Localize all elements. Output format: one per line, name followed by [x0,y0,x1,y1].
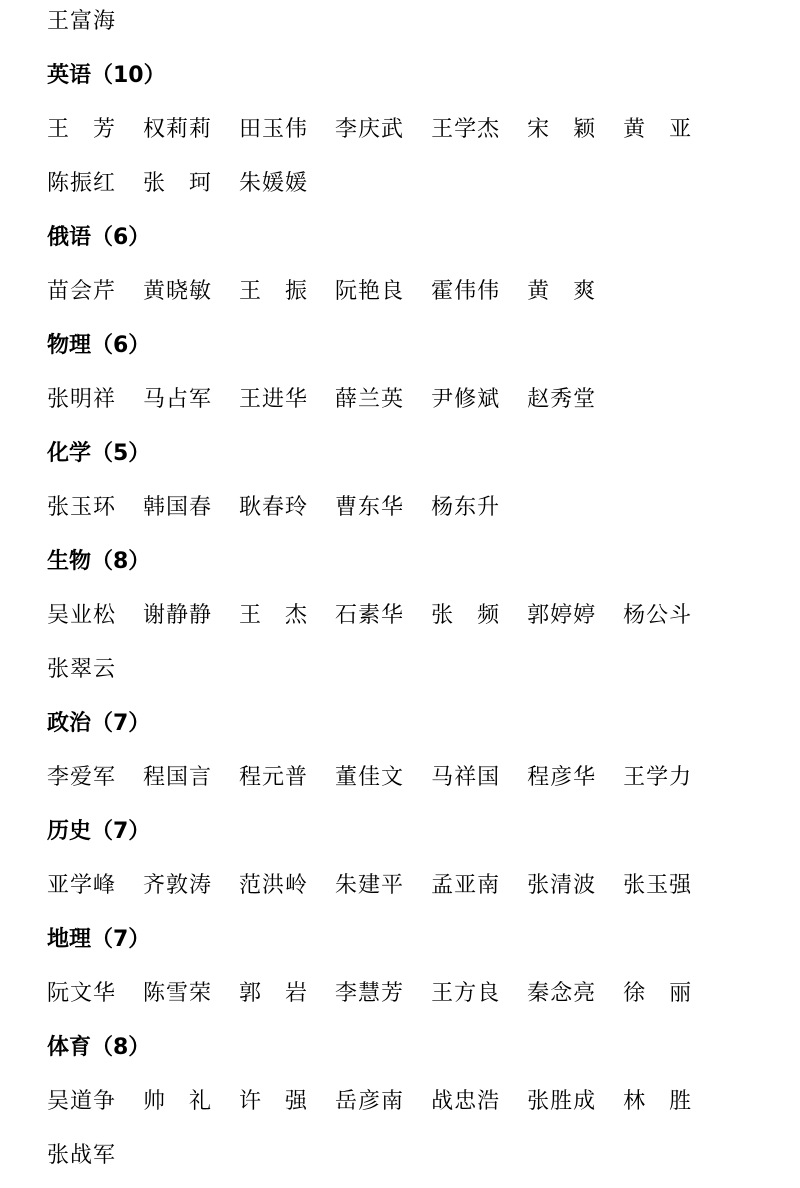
name-row [47,864,767,918]
person-name: 曹东华 [335,495,405,520]
person-name: 李爱军 [47,765,117,790]
person-name: 张明祥 [47,387,117,412]
person-name: 吴道争 [47,1089,117,1114]
person-name: 王学力 [623,765,693,790]
person-name: 黄 亚 [623,117,693,142]
person-name: 张玉环 [47,495,117,520]
name-row [47,972,767,1026]
person-name: 王学杰 [431,117,501,142]
name-row [47,1080,767,1134]
person-name: 亚学峰 [47,873,117,898]
person-name: 韩国春 [143,495,213,520]
name-row [47,1134,767,1188]
person-name: 耿春玲 [239,495,309,520]
person-name: 王 振 [239,279,309,304]
person-name: 薛兰英 [335,387,405,412]
person-name: 阮艳良 [335,279,405,304]
name-row [47,378,767,432]
person-name: 朱建平 [335,873,405,898]
person-name: 权莉莉 [143,117,213,142]
person-name: 郭 岩 [239,981,309,1006]
person-name: 范洪岭 [239,873,309,898]
subject-heading: 物理（6） [47,333,151,358]
person-name: 黄晓敏 [143,279,213,304]
person-name: 董佳文 [335,765,405,790]
person-name: 尹修斌 [431,387,501,412]
person-name: 阮文华 [47,981,117,1006]
person-name: 马占军 [143,387,213,412]
person-name: 程彦华 [527,765,597,790]
subject-heading: 生物（8） [47,549,151,574]
person-name: 谢静静 [143,603,213,628]
person-name: 王 杰 [239,603,309,628]
person-name: 张 频 [431,603,501,628]
person-name: 张清波 [527,873,597,898]
subject-heading: 化学（5） [47,441,151,466]
subject-heading: 英语（10） [47,63,166,88]
person-name: 许 强 [239,1089,309,1114]
person-name: 石素华 [335,603,405,628]
person-name: 张战军 [47,1143,117,1168]
subject-heading: 俄语（6） [47,225,151,250]
name-row [47,108,767,162]
person-name: 林 胜 [623,1089,693,1114]
person-name: 杨东升 [431,495,501,520]
person-name: 朱媛媛 [239,171,309,196]
person-name: 岳彦南 [335,1089,405,1114]
person-name: 赵秀堂 [527,387,597,412]
person-name: 程国言 [143,765,213,790]
person-name: 程元普 [239,765,309,790]
subject-heading: 政治（7） [47,711,151,736]
person-name: 陈振红 [47,171,117,196]
person-name: 霍伟伟 [431,279,501,304]
person-name: 郭婷婷 [527,603,597,628]
person-name: 孟亚南 [431,873,501,898]
person-name: 张玉强 [623,873,693,898]
person-name: 秦念亮 [527,981,597,1006]
person-name: 张翠云 [47,657,117,682]
name-row [47,486,767,540]
person-name: 帅 礼 [143,1089,213,1114]
person-name: 齐敦涛 [143,873,213,898]
person-name: 宋 颖 [527,117,597,142]
person-name: 黄 爽 [527,279,597,304]
person-name: 徐 丽 [623,981,693,1006]
person-name: 李慧芳 [335,981,405,1006]
person-name: 战忠浩 [431,1089,501,1114]
person-name: 王 芳 [47,117,117,142]
person-name: 张胜成 [527,1089,597,1114]
name-row [47,0,767,54]
name-list-document [47,0,767,1188]
person-name: 王进华 [239,387,309,412]
person-name: 杨公斗 [623,603,693,628]
person-name: 马祥国 [431,765,501,790]
name-row [47,270,767,324]
person-name: 李庆武 [335,117,405,142]
name-row [47,756,767,810]
subject-heading: 体育（8） [47,1035,151,1060]
person-name: 陈雪荣 [143,981,213,1006]
name-row [47,594,767,648]
person-name: 张 珂 [143,171,213,196]
subject-heading: 历史（7） [47,819,151,844]
person-name: 王富海 [47,9,117,34]
subject-heading: 地理（7） [47,927,151,952]
person-name: 王方良 [431,981,501,1006]
name-row [47,162,767,216]
person-name: 苗会芹 [47,279,117,304]
name-row [47,648,767,702]
person-name: 田玉伟 [239,117,309,142]
person-name: 吴业松 [47,603,117,628]
